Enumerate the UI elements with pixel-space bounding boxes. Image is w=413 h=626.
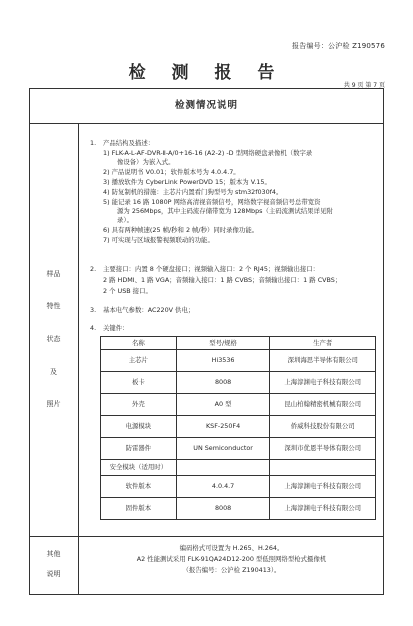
table-row	[101, 350, 376, 372]
side-label-state: 状态	[46, 335, 61, 343]
column-divider	[78, 124, 79, 595]
cell-manufacturer: 上海淳渊电子科技有限公司	[270, 372, 376, 394]
item2-number: 2.	[90, 265, 97, 273]
other-label-2: 说明	[46, 570, 61, 578]
item1-title: 产品结构及描述：	[103, 139, 155, 147]
item1-line: 录）。	[117, 216, 133, 224]
item2-line: 主要接口：内置 8 个硬盘接口；视频输入接口：2 个 RJ45；视频输出接口：	[103, 265, 320, 273]
table-row	[101, 460, 376, 476]
item1-line: 3) 播放软件为 CyberLink PowerDVD 15；版本为 V.15。	[103, 178, 271, 186]
cell-manufacturer	[270, 460, 376, 476]
cell-name: 固件版本	[101, 498, 177, 520]
cell-manufacturer: 上海淳渊电子科技有限公司	[270, 498, 376, 520]
item1-line: 源为 256Mbps，其中主码流存储带宽为 128Mbps（主码流测试结果详见附	[117, 207, 333, 215]
cell-manufacturer: 深圳海思半导体有限公司	[270, 350, 376, 372]
cell-name: 软件版本	[101, 476, 177, 498]
document-title: 检 测 报 告	[128, 63, 285, 83]
cell-model: KSF-250F4	[176, 416, 270, 438]
cell-manufacturer: 上海淳渊电子科技有限公司	[270, 476, 376, 498]
table-row	[101, 394, 376, 416]
table-row	[101, 476, 376, 498]
row-divider	[29, 536, 384, 537]
cell-model: 8008	[176, 372, 270, 394]
other-label-1: 其他	[46, 550, 61, 558]
cell-model: A0 型	[176, 394, 270, 416]
header-manufacturer: 生产者	[270, 337, 376, 350]
item2-line: 2 路 HDMI、1 路 VGA；音频输入接口：1 路 CVBS；音频输出接口：1 路 CVBS；	[103, 276, 342, 284]
cell-name: 电源模块	[101, 416, 177, 438]
page-info: 共 9 页 第 7 页	[343, 82, 385, 89]
other-note-line: A2 性能测试采用 FLK-91QA24D12-200 型低照网络型枪式摄像机	[136, 555, 327, 563]
item1-line: 2) 产品说明书 V0.01；软件版本号为 4.0.4.7。	[103, 168, 240, 176]
cell-model: 8008	[176, 498, 270, 520]
cell-name: 安全模块（适用时）	[101, 460, 177, 476]
key-parts-table	[100, 336, 376, 520]
electrical-params: 基本电气参数：AC220V 供电；	[103, 306, 195, 314]
item1-line: 像设备）为嵌入式。	[117, 158, 175, 166]
header-model: 型号/规格	[176, 337, 270, 350]
header-name: 名称	[101, 337, 177, 350]
item1-line: 5) 能记录 16 路 1080P 网络高清视音频信号，网络数字视音频信号总带宽资	[103, 198, 321, 206]
item1-line: 6) 具有两种帧速(25 帧/秒和 2 帧/秒）同时录像功能。	[103, 226, 259, 234]
side-label-characteristics: 特性	[46, 302, 61, 310]
key-parts-title: 关键件：	[103, 324, 129, 332]
table-header-row	[101, 337, 376, 350]
side-label-photo: 照片	[46, 400, 61, 408]
cell-manufacturer: 侨威科技股份有限公司	[270, 416, 376, 438]
other-note-line: 编码格式可设置为 H.265、H.264。	[179, 544, 284, 552]
table-row	[101, 498, 376, 520]
other-note-line: （报告编号：公沪检 Z190413）。	[182, 566, 281, 574]
cell-name: 防雷器件	[101, 438, 177, 460]
item1-number: 1.	[90, 139, 97, 147]
item1-line: 1) FLK-A-L-AF-DVR-Ⅱ-A/0+16-16 (A2-2) -D 型网络硬盘录像机（数字录	[103, 149, 313, 157]
item1-line: 7) 可实现与区域报警视频联动的功能。	[103, 236, 214, 244]
cell-name: 主芯片	[101, 350, 177, 372]
cell-model	[176, 460, 270, 476]
report-number: 报告编号：公沪检 Z190576	[292, 42, 385, 50]
cell-name: 板卡	[101, 372, 177, 394]
table-row	[101, 416, 376, 438]
side-label-and: 及	[50, 368, 57, 376]
cell-manufacturer: 昆山柏翰精密机械有限公司	[270, 394, 376, 416]
item4-number: 4.	[90, 324, 97, 332]
cell-name: 外壳	[101, 394, 177, 416]
cell-model: Hi3536	[176, 350, 270, 372]
table-row	[101, 372, 376, 394]
cell-manufacturer: 深圳市优恩半导体有限公司	[270, 438, 376, 460]
side-label-sample: 样品	[46, 270, 61, 278]
item2-line: 2 个 USB 接口。	[103, 287, 152, 295]
table-row	[101, 438, 376, 460]
cell-model: UN Semiconductor	[176, 438, 270, 460]
section-title: 检测情况说明	[29, 88, 384, 124]
cell-model: 4.0.4.7	[176, 476, 270, 498]
item3-number: 3.	[90, 306, 97, 314]
item1-line: 4) 防复制机的措施：主芯片内置看门狗型号为 stm32f030f4。	[103, 188, 283, 196]
